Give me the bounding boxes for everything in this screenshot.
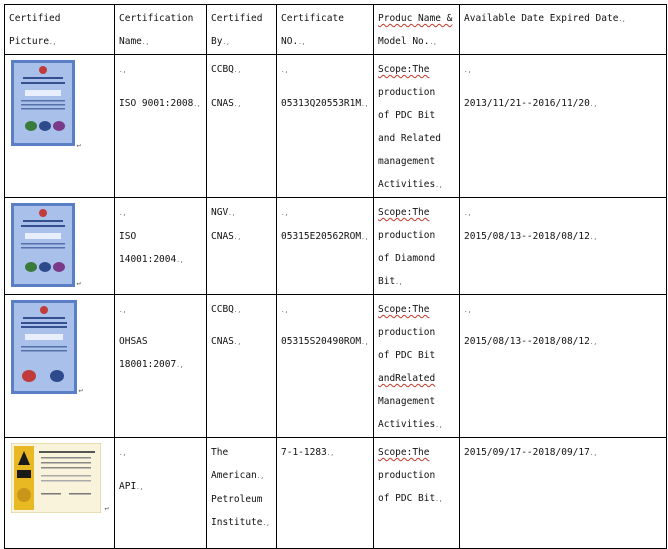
- certificate-no-cell: ., 05315E20562ROM.,: [277, 198, 374, 295]
- certificate-no-cell: ., 05315S20490ROM.,: [277, 295, 374, 438]
- certificate-picture-cell: ↵: [5, 55, 115, 198]
- certification-name-cell: ., ISO 14001:2004.,: [115, 198, 207, 295]
- iso-certificate-image: [11, 203, 75, 287]
- certificate-picture-cell: ↵: [5, 438, 115, 549]
- certified-by-cell: NGV., CNAS.,: [207, 198, 277, 295]
- dates-cell: 2015/09/17--2018/09/17.,: [460, 438, 667, 549]
- header-certificate-no: Certificate NO..,: [277, 5, 374, 55]
- scope-cell: Scope:The production of PDC Bit andRelated Management Activities.,: [374, 295, 460, 438]
- certified-by-cell: CCBQ., CNAS.,: [207, 295, 277, 438]
- certification-name-cell: ., OHSAS 18001:2007.,: [115, 295, 207, 438]
- certification-table: [4, 4, 667, 549]
- certification-name-cell: ., API.,: [115, 438, 207, 549]
- scope-cell: Scope:The production of PDC Bit and Related management Activities.,: [374, 55, 460, 198]
- header-certified-picture: Certified Picture.,: [5, 5, 115, 55]
- scope-cell: Scope:The production of Diamond Bit.,: [374, 198, 460, 295]
- certificate-no-cell: 7-1-1283.,: [277, 438, 374, 549]
- api-certificate-image: [11, 443, 101, 513]
- certified-by-cell: The American., Petroleum Institute.,: [207, 438, 277, 549]
- ohsas-certificate-image: [11, 300, 77, 394]
- scope-cell: Scope:The production of PDC Bit.,: [374, 438, 460, 549]
- table-row: [5, 295, 667, 438]
- header-product-name: Produc Name & Model No..,: [374, 5, 460, 55]
- table-row: [5, 198, 667, 295]
- certificate-no-cell: ., 05313Q20553R1M.,: [277, 55, 374, 198]
- dates-cell: ., 2015/08/13--2018/08/12.,: [460, 198, 667, 295]
- dates-cell: ., 2015/08/13--2018/08/12.,: [460, 295, 667, 438]
- certificate-picture-cell: ↵: [5, 198, 115, 295]
- header-row: [5, 5, 667, 55]
- certification-name-cell: ., ISO 9001:2008.,: [115, 55, 207, 198]
- header-certification-name: Certification Name.,: [115, 5, 207, 55]
- table-row: [5, 438, 667, 549]
- table-row: [5, 55, 667, 198]
- dates-cell: ., 2013/11/21--2016/11/20.,: [460, 55, 667, 198]
- certificate-picture-cell: ↵: [5, 295, 115, 438]
- header-certified-by: Certified By.,: [207, 5, 277, 55]
- certified-by-cell: CCBQ., CNAS.,: [207, 55, 277, 198]
- header-dates: Available Date Expired Date.,: [460, 5, 667, 55]
- iso-certificate-image: [11, 60, 75, 146]
